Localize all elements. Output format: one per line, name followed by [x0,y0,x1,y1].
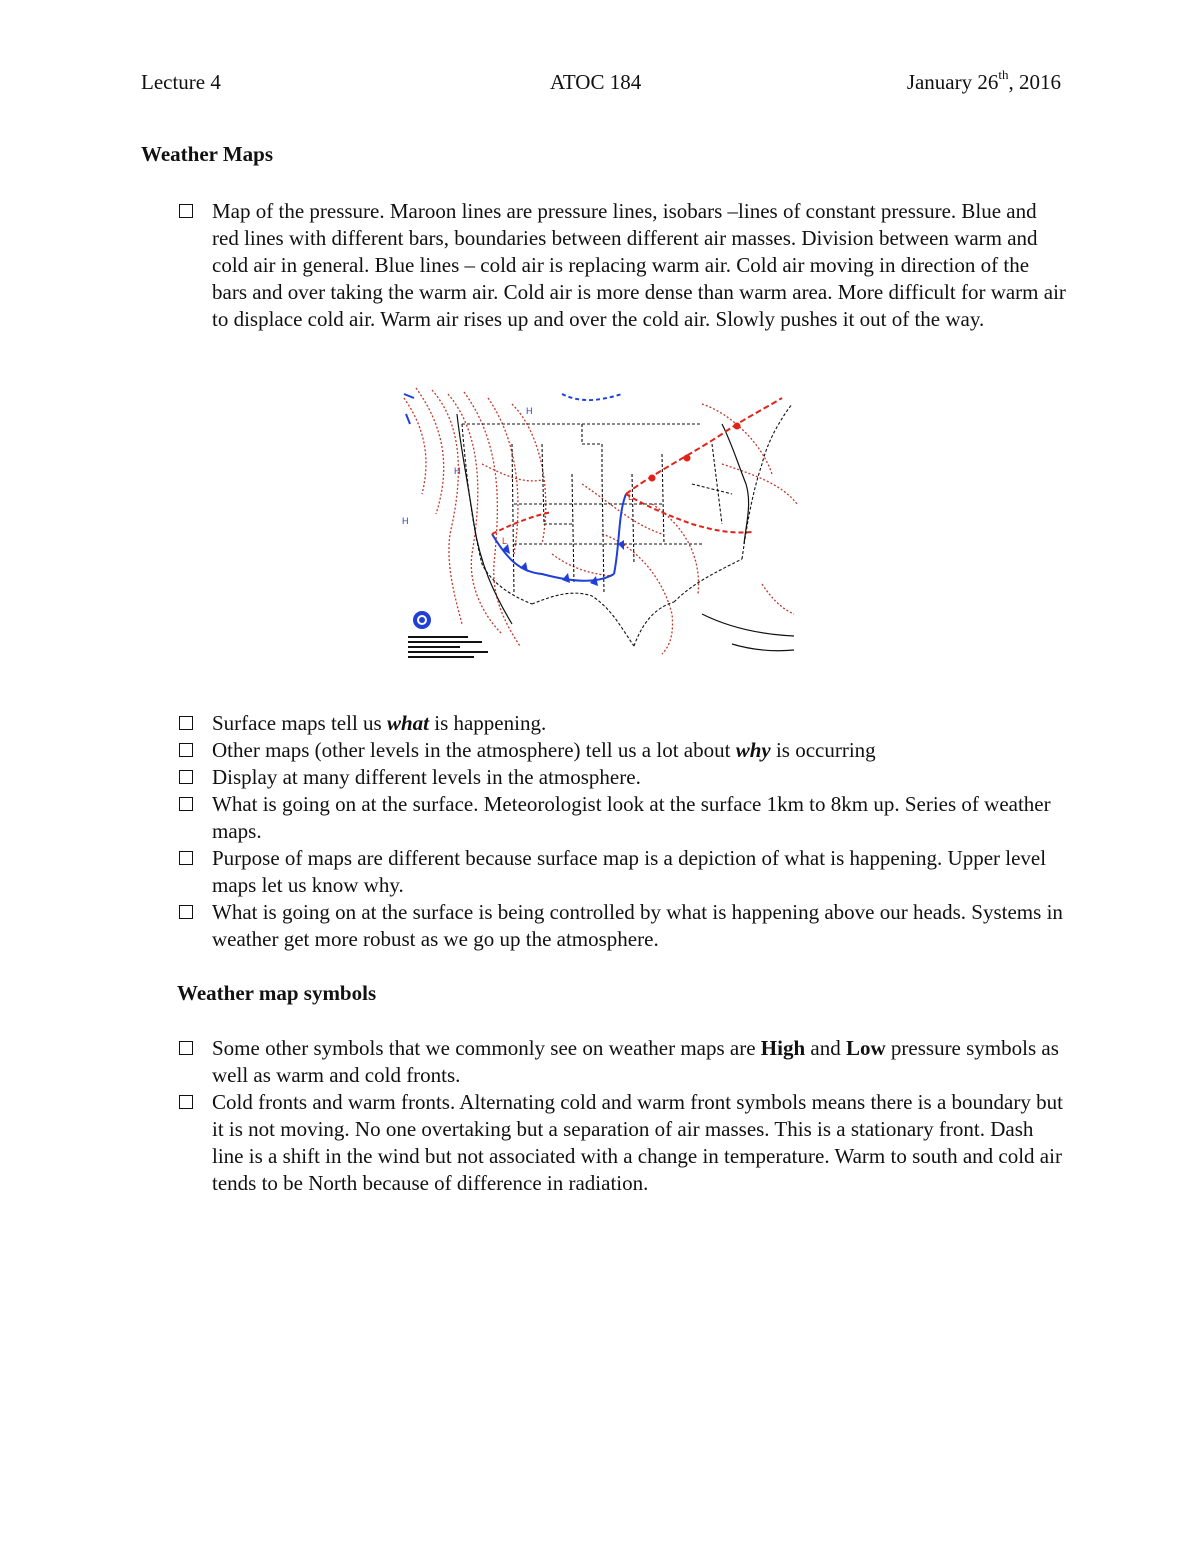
bullet-text-pre: Some other symbols that we commonly see on weather maps are [212,1036,761,1060]
svg-text:L: L [628,492,634,502]
bullet-text: Purpose of maps are different because surface map is a depiction of what is happening. Upper level maps let us know why. [212,846,1047,897]
checkbox-bullet-icon [179,1095,193,1109]
bullet-emphasis: what [386,711,429,735]
svg-text:H: H [402,516,409,526]
header-course: ATOC 184 [550,70,642,94]
bullet-text-post: is occurring [770,738,876,762]
list-item [177,737,1067,764]
header-date-sup: th [998,67,1009,82]
checkbox-bullet-icon [179,905,193,919]
list-item [177,198,1067,333]
checkbox-bullet-icon [179,1041,193,1055]
checkbox-bullet-icon [179,851,193,865]
list-item [177,791,1067,845]
bullet-text: What is going on at the surface is being controlled by what is happening above our heads. Systems in weather get more robust as we go up the atmosphere. [212,900,1063,951]
bullet-text: What is going on at the surface. Meteorologist look at the surface 1km to 8km up. Series of weather maps. [212,792,1051,843]
bullet-bold-high: High [760,1036,806,1060]
section-title-weather-maps: Weather Maps [141,142,274,166]
intro-bullet-list [177,198,1067,333]
checkbox-bullet-icon [179,716,193,730]
list-item [177,764,1067,791]
list-item [177,1035,1067,1089]
header-lecture: Lecture 4 [141,70,221,94]
svg-text:L: L [502,536,508,546]
checkbox-bullet-icon [179,204,193,218]
bullet-text-pre: Other maps (other levels in the atmosphere) tell us a lot about [212,738,736,762]
symbols-bullet-list [177,1035,1067,1197]
section-title-weather-map-symbols: Weather map symbols [177,981,377,1005]
checkbox-bullet-icon [179,770,193,784]
bullet-text-post: pressure symbols as well as warm and cold fronts. [212,1036,1059,1087]
bullet-text-post: is happening. [428,711,547,735]
surface-weather-map [402,384,800,664]
bullet-text-mid: and [805,1036,846,1060]
bullet-text: Cold fronts and warm fronts. Alternating cold and warm front symbols means there is a boundary but it is not moving. No one overtaking but a separation of air masses. This is a stationary front. Dash line is a shift in the wind but not associated with a change in temperature. Warm to south and cold air tends to be North because of difference in radiation. [212,1090,1063,1195]
weather-maps-bullet-list [177,710,1067,953]
checkbox-bullet-icon [179,743,193,757]
header-date-year: , 2016 [1008,70,1061,94]
header-date-main: January 26 [906,70,999,94]
bullet-bold-low: Low [845,1036,886,1060]
noaa-logo-icon [413,611,431,629]
bullet-text: Map of the pressure. Maroon lines are pressure lines, isobars –lines of constant pressure. Blue and red lines with different bars, boundaries between different air masses. Division between warm and cold air in general. Blue lines – cold air is replacing warm air. Cold air moving in direction of the bars and over taking the warm air. Cold air is more dense than warm area. More difficult for warm air to displace cold air. Warm air rises up and over the cold air. Slowly pushes it out of the way. [212,199,1066,331]
list-item [177,899,1067,953]
svg-text:H: H [454,466,461,476]
list-item [177,845,1067,899]
header-date [906,67,1061,95]
svg-text:H: H [526,406,533,416]
bullet-emphasis: why [735,738,771,762]
checkbox-bullet-icon [179,797,193,811]
bullet-text: Display at many different levels in the atmosphere. [212,765,641,789]
weather-map-figure [402,384,800,664]
bullet-text-pre: Surface maps tell us [212,711,387,735]
list-item [177,1089,1067,1197]
list-item [177,710,1067,737]
page-header [141,67,1061,100]
